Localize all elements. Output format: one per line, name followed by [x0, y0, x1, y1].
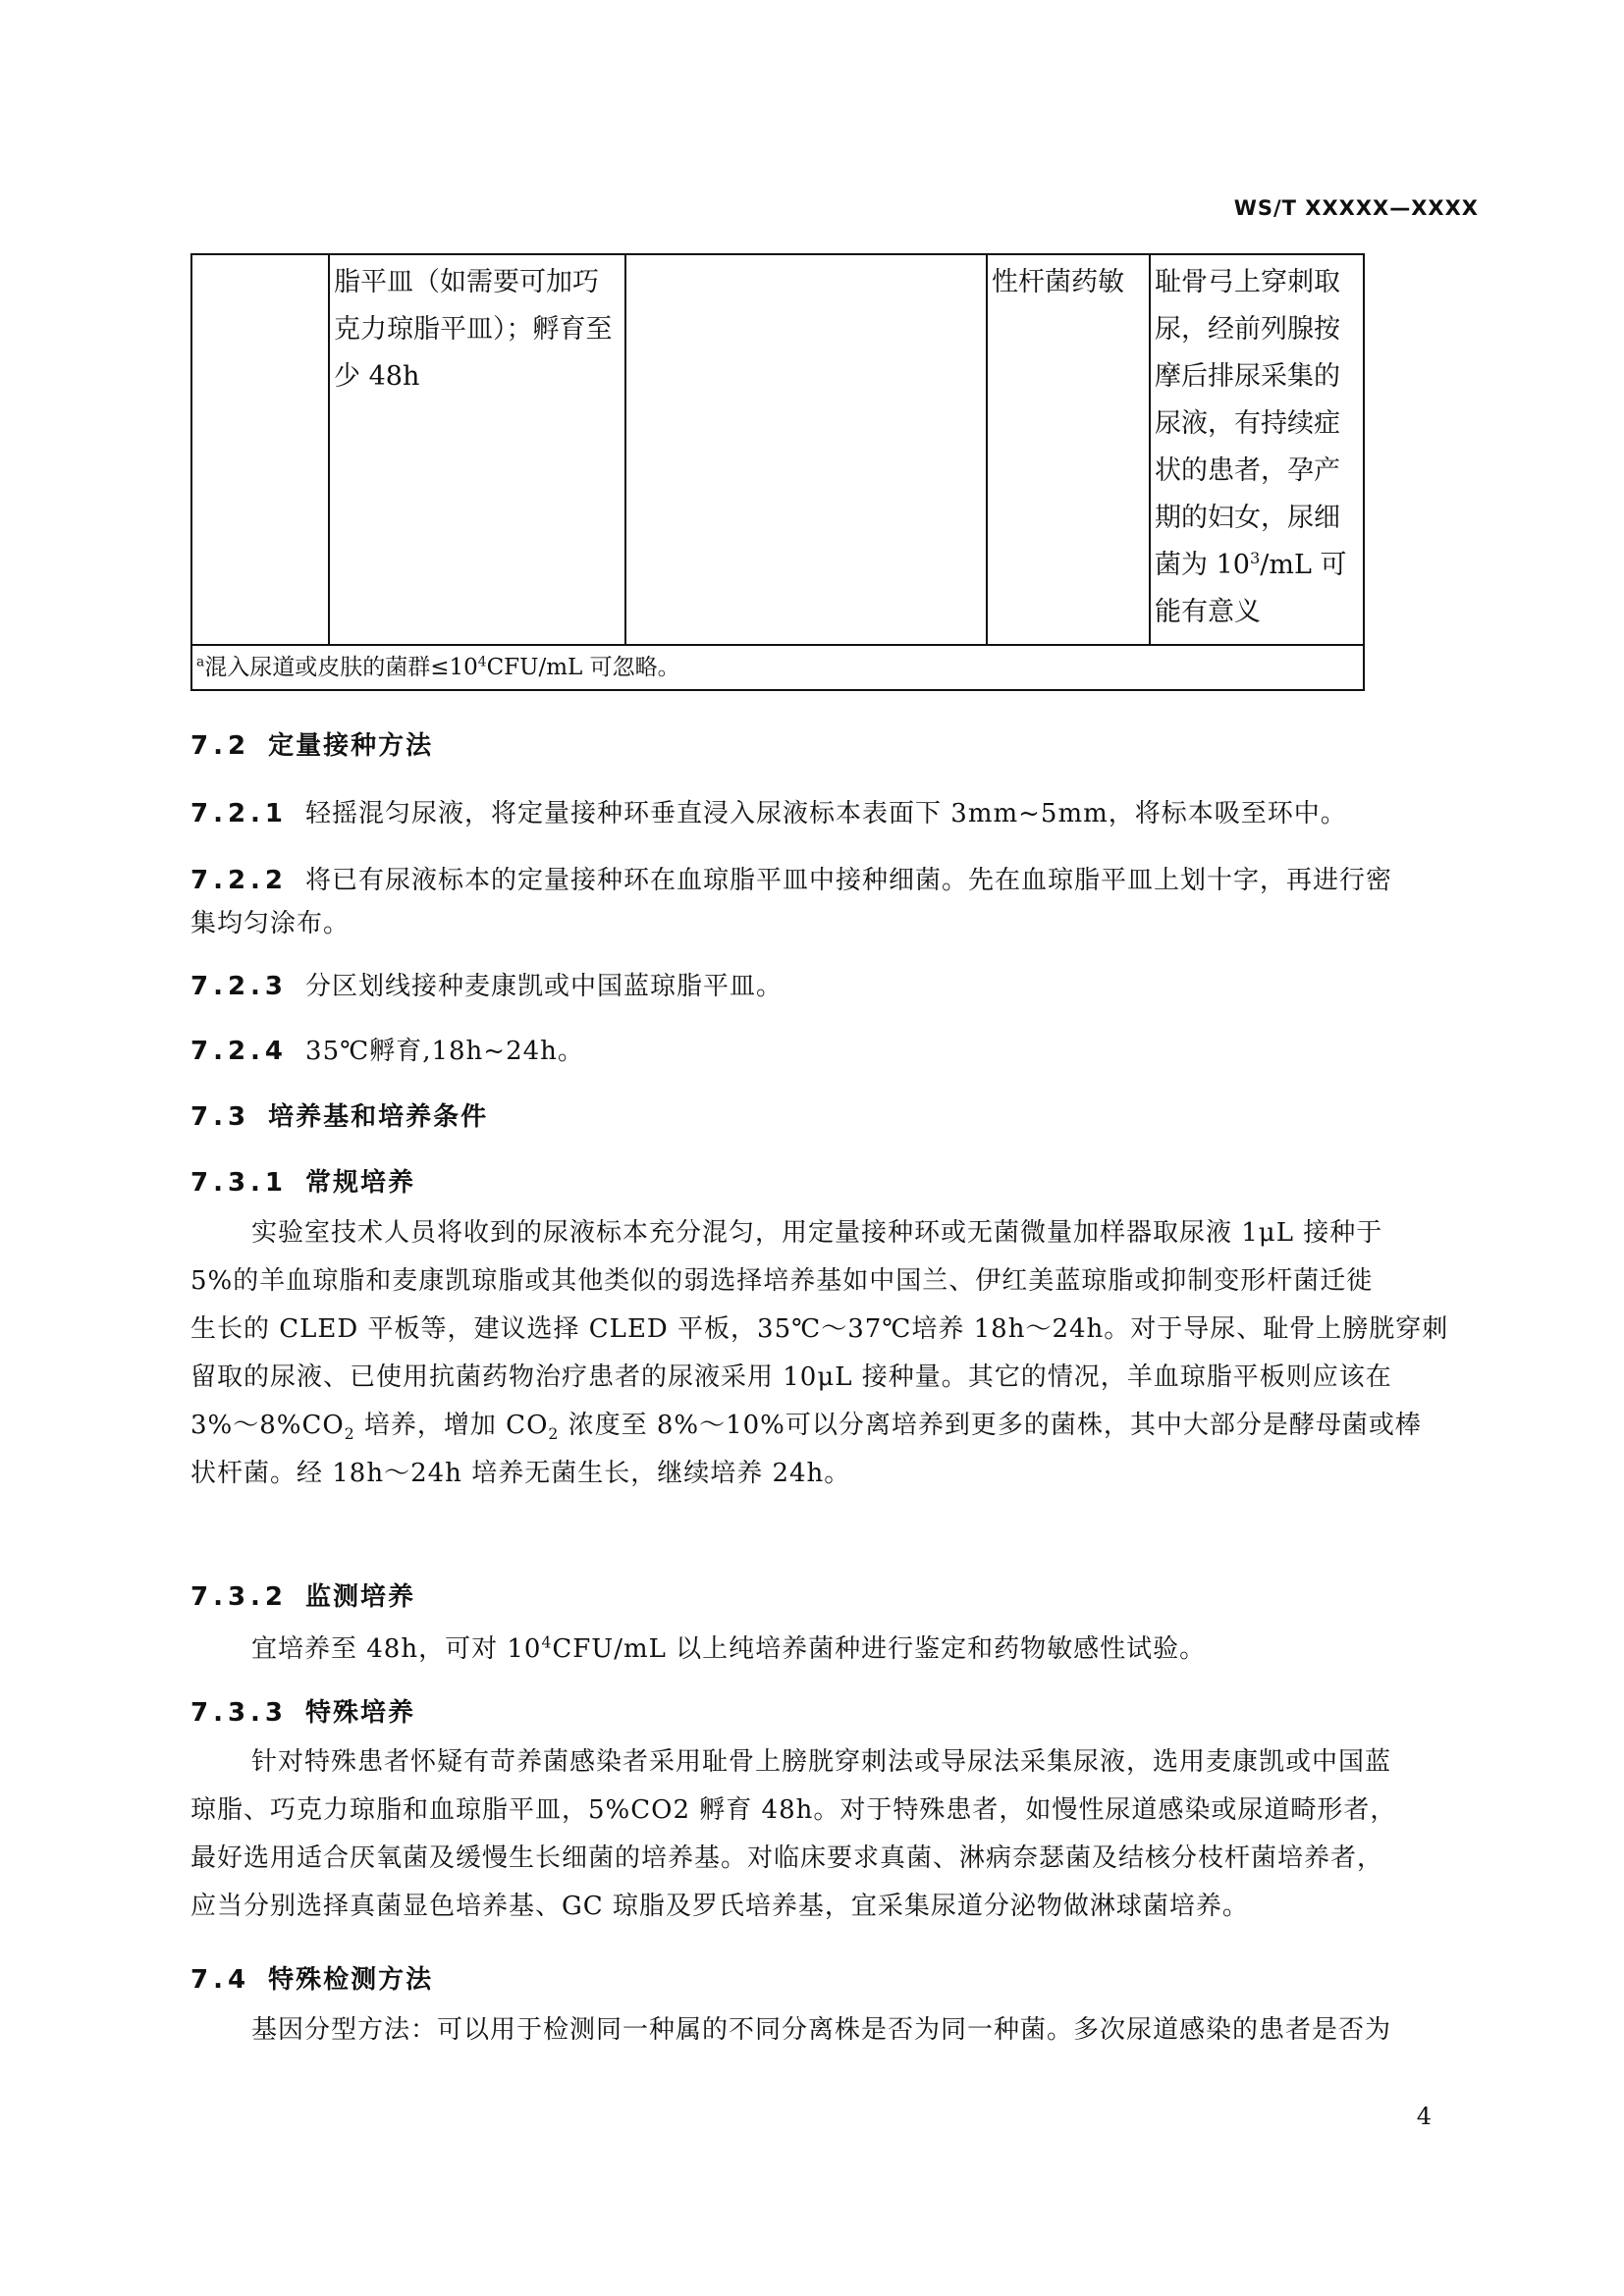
text-part: 宜培养至 48h，可对 10: [251, 1634, 542, 1664]
cell-line: 尿液，有持续症: [1155, 408, 1340, 439]
cell-line: 克力琼脂平皿）；孵育至: [334, 314, 613, 345]
clause-text: 将已有尿液标本的定量接种环在血琼脂平皿中接种细菌。先在血琼脂平皿上划十字，再进行密: [305, 866, 1393, 895]
clause-7-2-2-continued: [190, 904, 350, 943]
cell-line: 脂平皿（如需要可加巧: [334, 267, 599, 297]
paragraph-line: 生长的 CLED 平板等，建议选择 CLED 平板，35℃～37℃培养 18h～24h。对于导尿、耻骨上膀胱穿刺: [190, 1314, 1449, 1344]
text-part: /mL 可: [1260, 550, 1347, 580]
cell-line: 状的患者，孕产: [1155, 455, 1340, 486]
clause-7-2-1: [190, 794, 1347, 833]
paragraph-7-3-3: [190, 1738, 1467, 1931]
subscript: 2: [344, 1425, 355, 1444]
text-part: 3%～8%CO: [190, 1411, 345, 1440]
paragraph-line: 琼脂、巧克力琼脂和血琼脂平皿，5%CO2 孵育 48h。对于特殊患者，如慢性尿道感染或尿道畸形者，: [190, 1795, 1397, 1825]
continued-table: [190, 253, 1365, 691]
section-heading-7-2: [190, 726, 433, 766]
cell-line: 期的妇女，尿细: [1155, 503, 1340, 533]
section-number: 7.4: [190, 1965, 251, 1995]
footnote-mark: a: [196, 654, 205, 670]
table-row: [191, 254, 1364, 645]
text-part: 浓度至 8%～10%可以分离培养到更多的菌株，其中大部分是酵母菌或棒: [559, 1411, 1422, 1440]
clause-number: 7.2.4: [190, 1037, 289, 1066]
table-cell-note: [987, 254, 1150, 645]
text-part: CFU/mL 以上纯培养菌种进行鉴定和药物敏感性试验。: [552, 1634, 1207, 1664]
section-title: 特殊培养: [305, 1698, 416, 1728]
section-heading-7-4: [190, 1960, 433, 2000]
paragraph-line: 基因分型方法：可以用于检测同一种属的不同分离株是否为同一种菌。多次尿道感染的患者是否为: [251, 2015, 1392, 2045]
section-title: 培养基和培养条件: [268, 1102, 489, 1132]
clause-7-2-2: [190, 861, 1392, 900]
clause-text: 分区划线接种麦康凯或中国蓝琼脂平皿。: [305, 972, 784, 1001]
superscript: 4: [477, 654, 487, 670]
section-heading-7-3-1: [190, 1163, 415, 1202]
table-cell-empty-3: [625, 254, 987, 645]
cell-line: 尿，经前列腺按: [1155, 314, 1340, 345]
table-cell-media: [329, 254, 625, 645]
section-number: 7.3.2: [190, 1582, 289, 1612]
subscript: 2: [548, 1425, 560, 1444]
clause-7-2-4: [190, 1032, 584, 1071]
section-heading-7-3-3: [190, 1693, 415, 1733]
cell-line: 摩后排尿采集的: [1155, 361, 1340, 392]
text-part: 培养，增加 CO: [354, 1411, 549, 1440]
section-heading-7-3-2: [190, 1577, 415, 1617]
paragraph-7-3-1: [190, 1209, 1467, 1498]
cell-line: 能有意义: [1155, 597, 1261, 627]
clause-number: 7.2.3: [190, 972, 289, 1001]
table-cell-empty-1: [191, 254, 329, 645]
table-footnote: [191, 645, 1364, 690]
section-number: 7.3: [190, 1102, 251, 1132]
section-heading-7-3: [190, 1097, 488, 1137]
cell-line: 耻骨弓上穿刺取: [1155, 267, 1340, 297]
superscript: 3: [1249, 549, 1261, 567]
clause-text: 集均匀涂布。: [190, 909, 351, 938]
page-number: 4: [1416, 2103, 1432, 2130]
paragraph-line: 最好选用适合厌氧菌及缓慢生长细菌的培养基。对临床要求真菌、淋病奈瑟菌及结核分枝杆菌培养者，: [190, 1843, 1384, 1873]
clause-text: 轻摇混匀尿液，将定量接种环垂直浸入尿液标本表面下 3mm~5mm，将标本吸至环中。: [305, 799, 1347, 828]
superscript: 4: [541, 1633, 553, 1652]
paragraph-line: 针对特殊患者怀疑有苛养菌感染者采用耻骨上膀胱穿刺法或导尿法采集尿液，选用麦康凯或中国蓝: [251, 1747, 1392, 1777]
clause-number: 7.2.1: [190, 799, 289, 828]
document-code-header: WS/T XXXXX—XXXX: [1233, 196, 1479, 220]
section-title: 监测培养: [305, 1582, 416, 1612]
paragraph-line: 实验室技术人员将收到的尿液标本充分混匀，用定量接种环或无菌微量加样器取尿液 1μL 接种于: [251, 1218, 1383, 1248]
cell-line: [1155, 542, 1359, 589]
clause-text: 35℃孵育,18h~24h。: [305, 1037, 584, 1066]
text-part: 菌为 10: [1155, 550, 1250, 580]
paragraph-line: 5%的羊血琼脂和麦康凯琼脂或其他类似的弱选择培养基如中国兰、伊红美蓝琼脂或抑制变形杆菌迁徙: [190, 1266, 1374, 1296]
table-footnote-row: [191, 645, 1364, 690]
section-number: 7.3.1: [190, 1168, 289, 1198]
section-title: 定量接种方法: [268, 731, 434, 761]
cell-line: 少 48h: [334, 361, 420, 392]
section-title: 常规培养: [305, 1168, 416, 1198]
paragraph-line: 状杆菌。经 18h～24h 培养无菌生长，继续培养 24h。: [190, 1459, 851, 1488]
table-cell-specimen: [1150, 254, 1364, 645]
text-part: CFU/mL 可忽略。: [486, 655, 680, 680]
paragraph-line: 留取的尿液、已使用抗菌药物治疗患者的尿液采用 10μL 接种量。其它的情况，羊血琼脂平板则应该在: [190, 1362, 1392, 1392]
paragraph-line: [190, 1402, 1467, 1450]
clause-number: 7.2.2: [190, 866, 289, 895]
cell-line: 性杆菌药敏: [992, 267, 1124, 297]
paragraph-line: 应当分别选择真菌显色培养基、GC 琼脂及罗氏培养基，宜采集尿道分泌物做淋球菌培养。: [190, 1892, 1249, 1921]
paragraph-line: [190, 1626, 1467, 1674]
paragraph-7-3-2: [190, 1626, 1467, 1674]
clause-7-2-3: [190, 967, 783, 1006]
section-title: 特殊检测方法: [268, 1965, 434, 1995]
section-number: 7.2: [190, 731, 251, 761]
paragraph-7-4: [190, 2006, 1467, 2055]
text-part: 混入尿道或皮肤的菌群≤10: [204, 655, 478, 680]
section-number: 7.3.3: [190, 1698, 289, 1728]
